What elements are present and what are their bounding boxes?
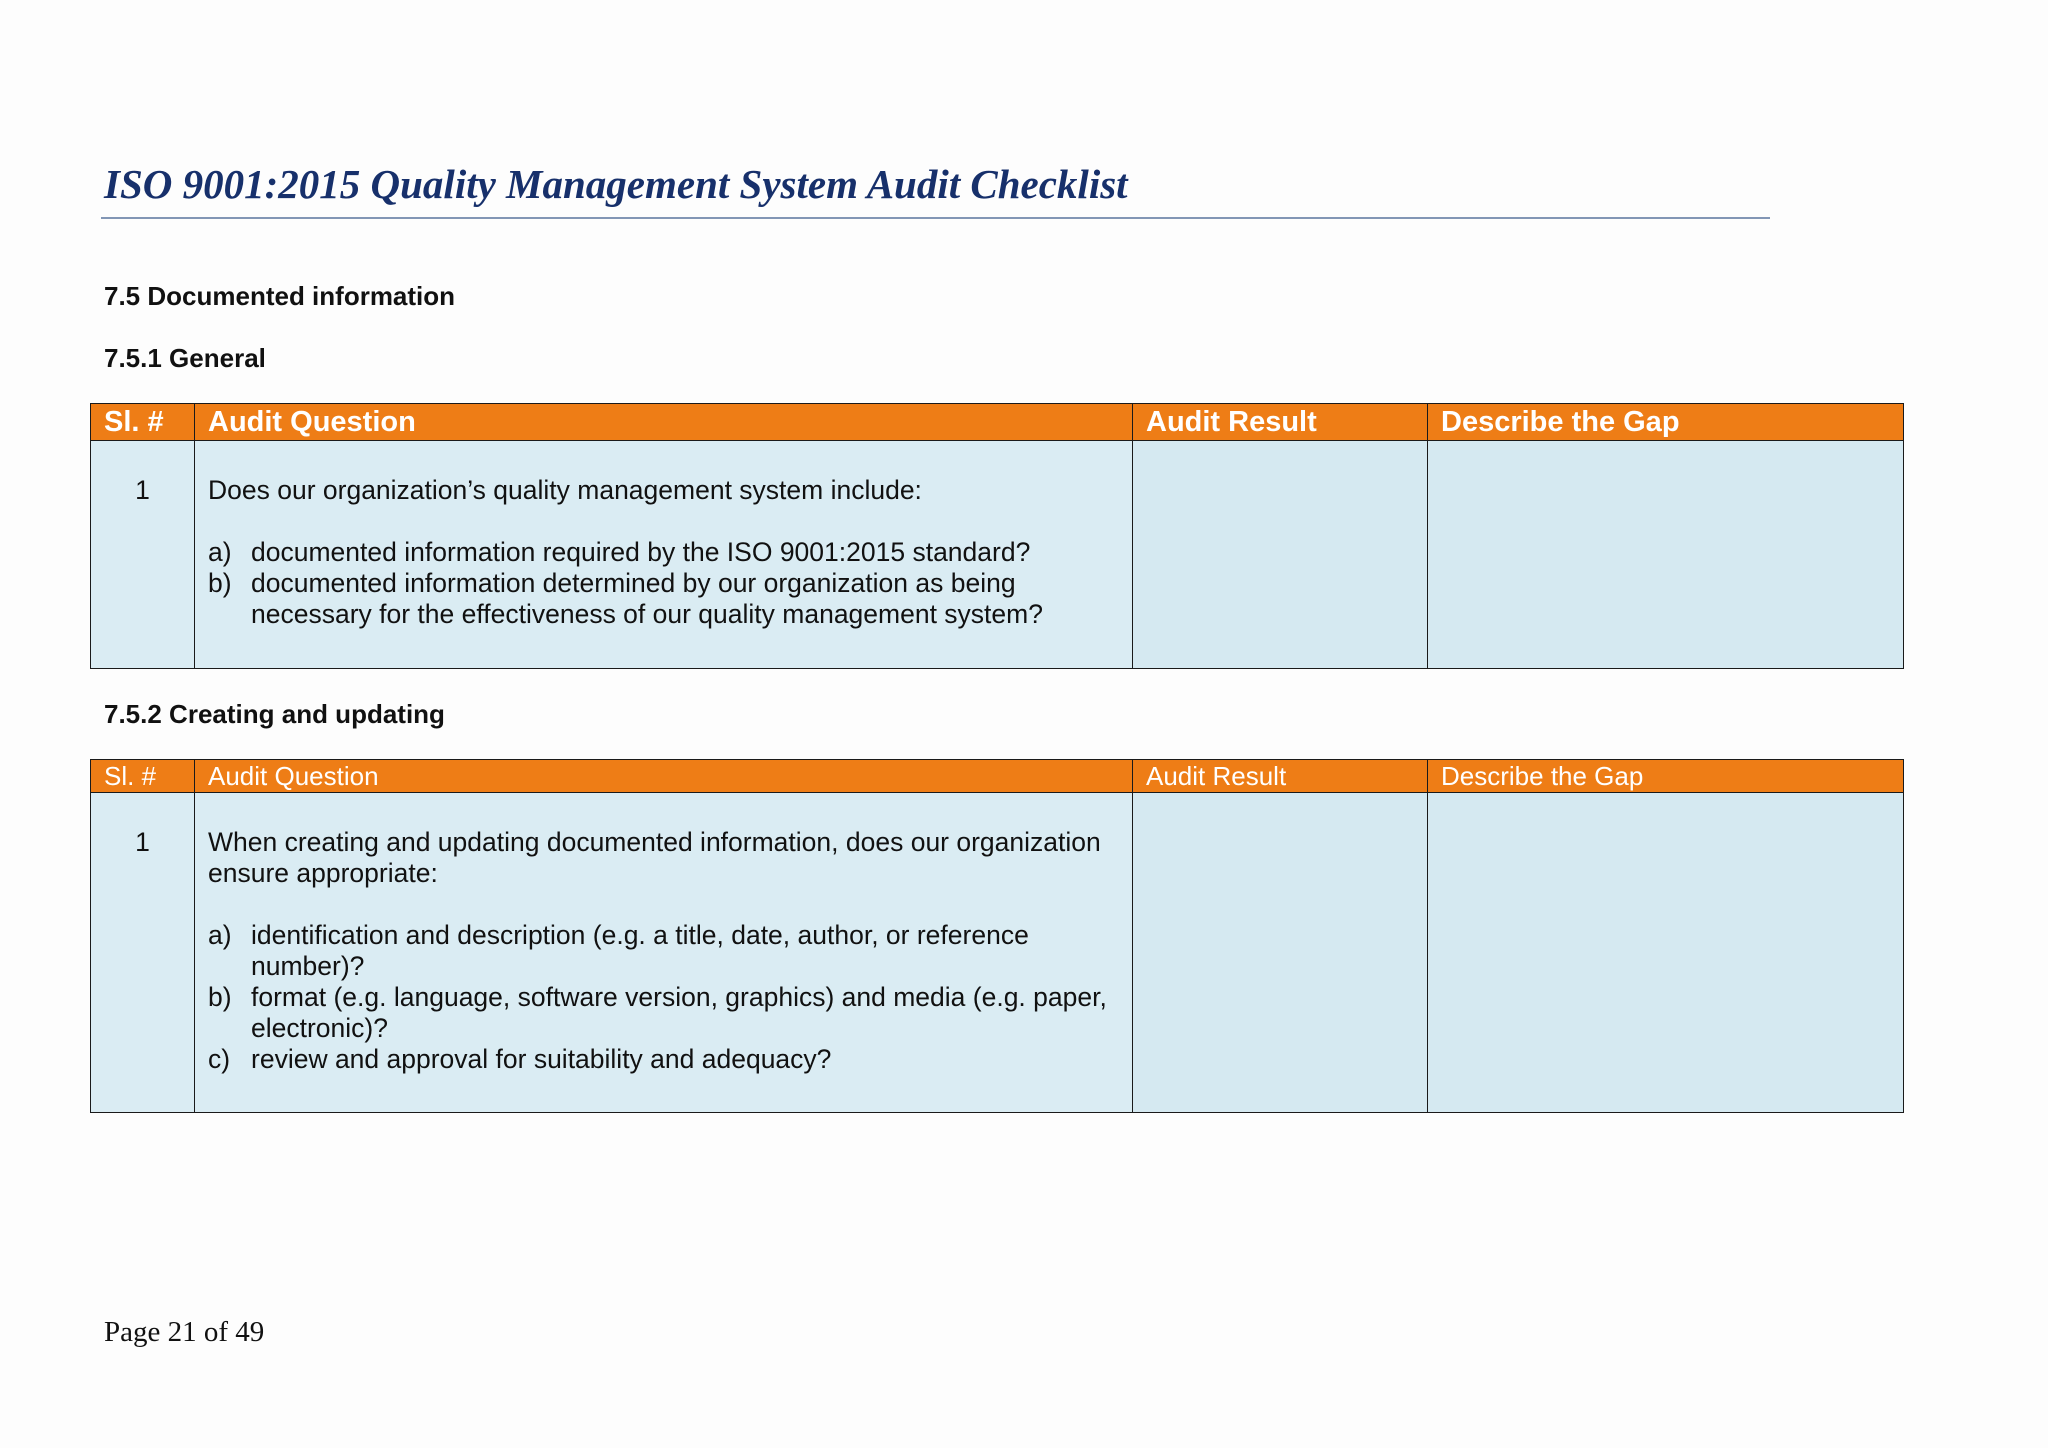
- subsection-heading-7-5-1: 7.5.1 General: [104, 343, 266, 373]
- list-item-text: review and approval for suitability and adequacy?: [251, 1044, 832, 1074]
- audit-question-list: [208, 537, 1120, 630]
- list-item-text: format (e.g. language, software version, graphics) and media (e.g. paper, electronic)?: [251, 982, 1107, 1043]
- section-heading-7-5: 7.5 Documented information: [104, 281, 456, 311]
- list-item: [208, 537, 1120, 568]
- table-row: [91, 793, 1904, 1113]
- column-header-number: Sl. #: [91, 760, 195, 793]
- list-item: [208, 920, 1120, 982]
- column-header-gap: Describe the Gap: [1428, 760, 1904, 793]
- title-divider: [101, 217, 1770, 219]
- audit-result-cell[interactable]: [1133, 793, 1428, 1113]
- column-header-result: Audit Result: [1133, 760, 1428, 793]
- list-marker: b): [208, 982, 232, 1012]
- audit-question-cell: [195, 441, 1133, 669]
- column-header-question: Audit Question: [195, 404, 1133, 441]
- column-header-number: Sl. #: [91, 404, 195, 441]
- list-item: [208, 982, 1120, 1044]
- page-title: ISO 9001:2015 Quality Management System Audit Checklist: [104, 161, 1128, 207]
- list-item: [208, 568, 1120, 630]
- list-marker: c): [208, 1044, 231, 1074]
- subsection-heading-7-5-2: 7.5.2 Creating and updating: [104, 699, 445, 729]
- list-item-text: identification and description (e.g. a title, date, author, or reference number)?: [251, 920, 1029, 981]
- audit-result-cell[interactable]: [1133, 441, 1428, 669]
- audit-question-text: Does our organization’s quality management system include:: [208, 475, 922, 505]
- list-item-text: documented information determined by our organization as being necessary for the effectiveness of our quality management system?: [251, 568, 1043, 629]
- column-header-gap: Describe the Gap: [1428, 404, 1904, 441]
- audit-question-list: [208, 920, 1120, 1075]
- column-header-question: Audit Question: [195, 760, 1133, 793]
- table-header-row: [91, 404, 1904, 441]
- list-item: [208, 1044, 1120, 1075]
- audit-table-creating-updating: [90, 759, 1904, 1113]
- table-row: [91, 441, 1904, 669]
- page-number-footer: Page 21 of 49: [104, 1316, 265, 1348]
- describe-gap-cell[interactable]: [1428, 441, 1904, 669]
- list-item-text: documented information required by the ISO 9001:2015 standard?: [251, 537, 1031, 567]
- row-number: 1: [91, 793, 195, 1113]
- column-header-result: Audit Result: [1133, 404, 1428, 441]
- list-marker: a): [208, 537, 232, 567]
- audit-question-text: When creating and updating documented information, does our organization ensure appropriate:: [208, 827, 1101, 888]
- list-marker: b): [208, 568, 232, 598]
- list-marker: a): [208, 920, 232, 950]
- audit-table-general: [90, 403, 1904, 669]
- table-header-row: [91, 760, 1904, 793]
- row-number: 1: [91, 441, 195, 669]
- describe-gap-cell[interactable]: [1428, 793, 1904, 1113]
- audit-question-cell: [195, 793, 1133, 1113]
